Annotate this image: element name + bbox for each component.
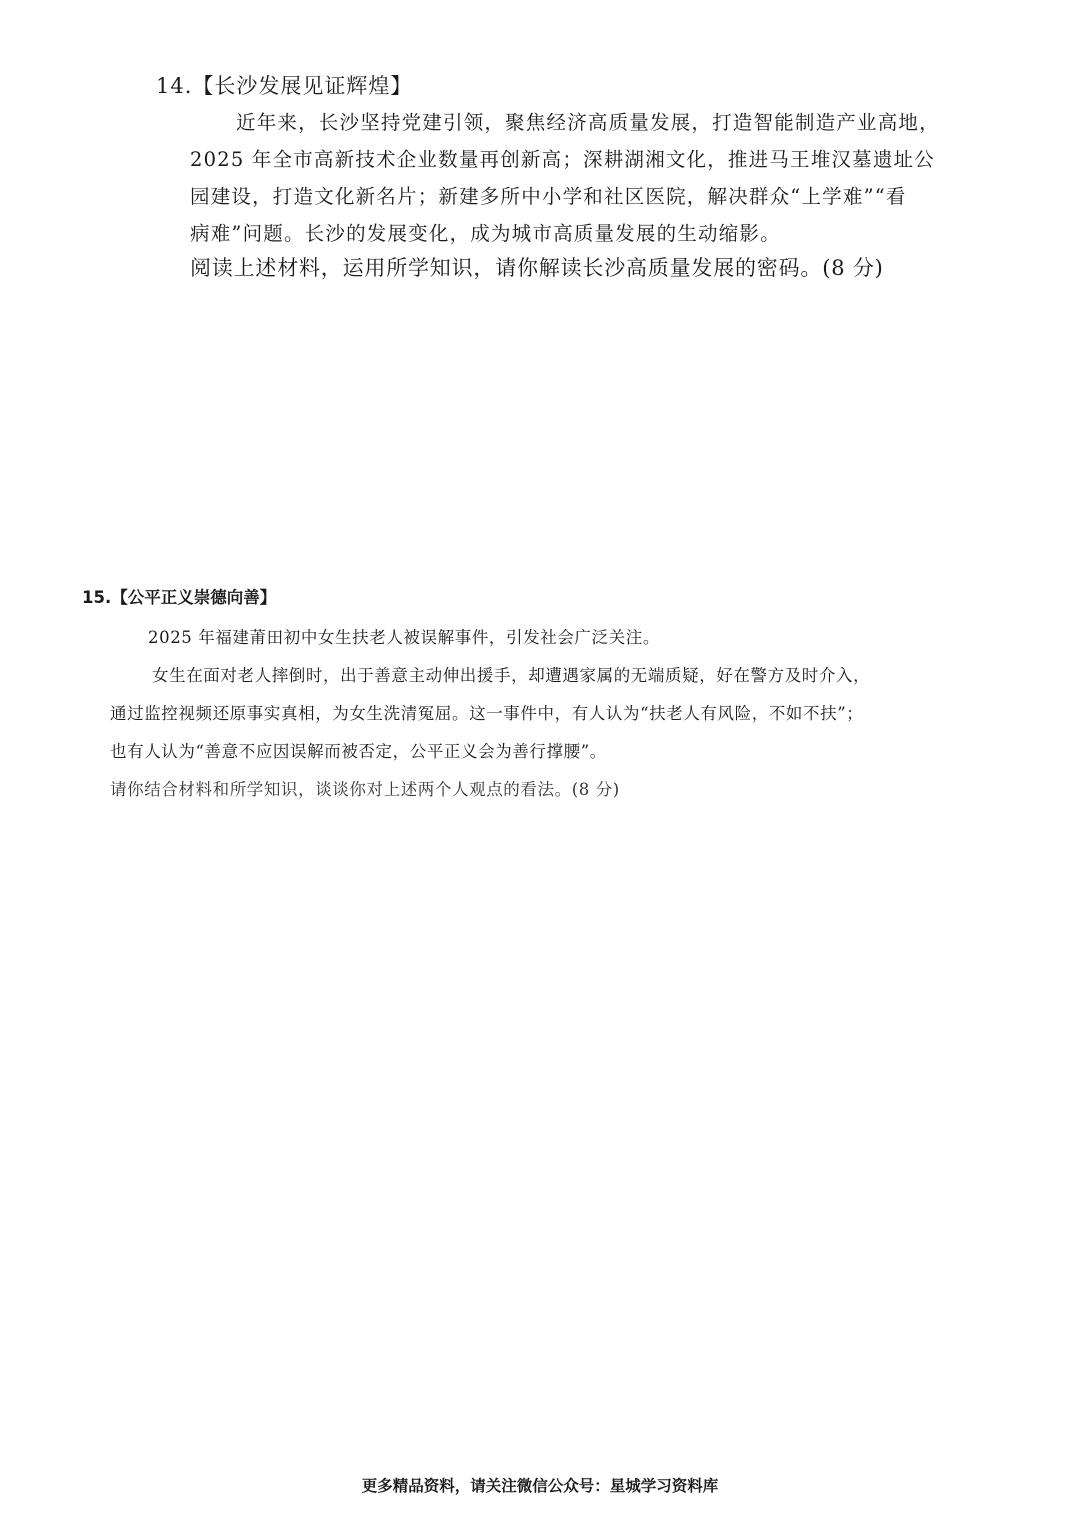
footer-promo-text: 更多精品资料，请关注微信公众号：星城学习资料库 [361, 1477, 719, 1495]
question-15-prompt: 请你结合材料和所学知识，谈谈你对上述两个人观点的看法。(8 分) [110, 780, 620, 799]
question-14-material [190, 104, 1010, 252]
question-14-material-line: 病难”问题。长沙的发展变化，成为城市高质量发展的生动缩影。 [190, 222, 781, 245]
question-15-material-line: 女生在面对老人摔倒时，出于善意主动伸出援手，却遭遇家属的无端质疑，好在警方及时介入， [152, 666, 871, 685]
question-15-title: 15.【公平正义崇德向善】 [82, 588, 277, 607]
question-15-intro: 2025 年福建莆田初中女生扶老人被误解事件，引发社会广泛关注。 [148, 628, 660, 647]
question-15-material-line: 也有人认为“善意不应因误解而被否定，公平正义会为善行撑腰”。 [110, 742, 607, 761]
question-14-prompt: 阅读上述材料，运用所学知识，请你解读长沙高质量发展的密码。(8 分) [190, 256, 884, 280]
question-14-material-line: 近年来，长沙坚持党建引领，聚焦经济高质量发展，打造智能制造产业高地， [236, 111, 940, 134]
question-14-material-line: 2025 年全市高新技术企业数量再创新高；深耕湖湘文化，推进马王堆汉墓遗址公 [190, 148, 935, 171]
question-15-material-line: 通过监控视频还原事实真相，为女生洗清冤屈。这一事件中，有人认为“扶老人有风险，不如不扶”； [110, 704, 864, 723]
question-15-material [110, 623, 870, 813]
question-14-material-line: 园建设，打造文化新名片；新建多所中小学和社区医院，解决群众“上学难”“看 [190, 185, 907, 208]
question-15-material-block [110, 661, 870, 690]
question-14-title: 14.【长沙发展见证辉煌】 [156, 74, 413, 98]
